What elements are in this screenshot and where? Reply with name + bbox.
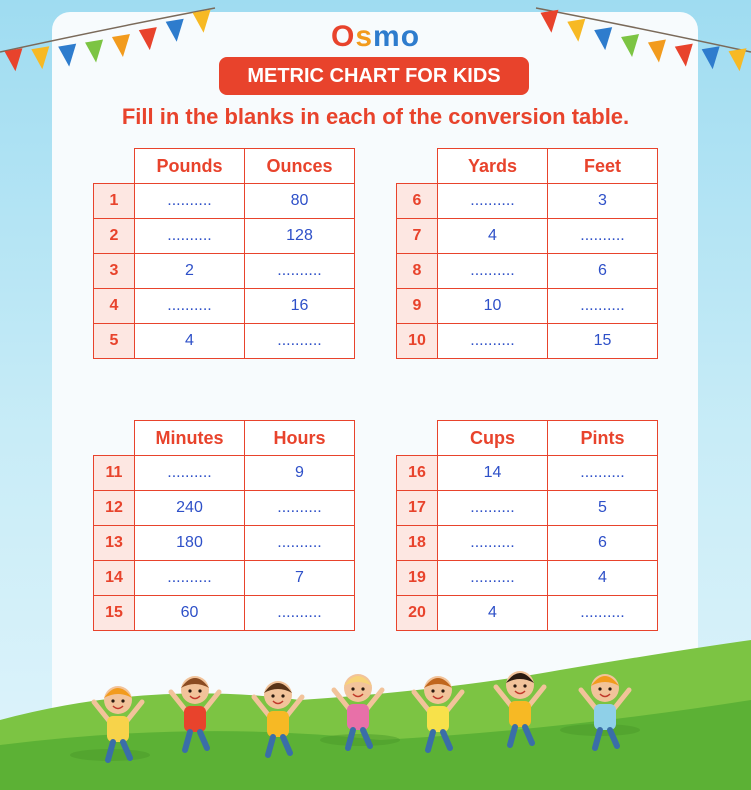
cell-value: 128	[245, 219, 355, 254]
row-number: 11	[94, 456, 135, 491]
table-row	[397, 254, 658, 289]
cell-value: ..........	[438, 561, 548, 596]
table-row	[397, 526, 658, 561]
cell-value: 6	[548, 254, 658, 289]
table-row	[94, 289, 355, 324]
conversion-table-yards-feet	[396, 148, 658, 359]
cell-value: 4	[548, 561, 658, 596]
table-row	[94, 596, 355, 631]
cell-value: ..........	[135, 561, 245, 596]
cell-value: 180	[135, 526, 245, 561]
cell-value: ..........	[135, 456, 245, 491]
cell-value: 4	[438, 596, 548, 631]
row-number: 9	[397, 289, 438, 324]
cell-value: 6	[548, 526, 658, 561]
column-header: Yards	[438, 149, 548, 184]
row-number: 14	[94, 561, 135, 596]
row-number: 15	[94, 596, 135, 631]
row-number: 10	[397, 324, 438, 359]
table-row	[94, 184, 355, 219]
cell-value: 60	[135, 596, 245, 631]
cell-value: ..........	[135, 184, 245, 219]
logo-letter-s: s	[355, 20, 374, 53]
cell-value: ..........	[245, 324, 355, 359]
row-number: 16	[397, 456, 438, 491]
table-row	[94, 561, 355, 596]
column-header: Pounds	[135, 149, 245, 184]
cell-value: 2	[135, 254, 245, 289]
cell-value: 240	[135, 491, 245, 526]
cell-value: 10	[438, 289, 548, 324]
cell-value: ..........	[245, 526, 355, 561]
row-number: 13	[94, 526, 135, 561]
column-header: Ounces	[245, 149, 355, 184]
table-row	[397, 184, 658, 219]
cell-value: ..........	[438, 254, 548, 289]
osmo-logo	[0, 20, 751, 54]
cell-value: 7	[245, 561, 355, 596]
table-row	[94, 324, 355, 359]
cell-value: ..........	[548, 456, 658, 491]
cell-value: ..........	[548, 596, 658, 631]
table-row	[397, 219, 658, 254]
cell-value: ..........	[135, 289, 245, 324]
cell-value: ..........	[245, 596, 355, 631]
row-number: 17	[397, 491, 438, 526]
row-number: 8	[397, 254, 438, 289]
cell-value: 4	[438, 219, 548, 254]
cell-value: 14	[438, 456, 548, 491]
row-number: 4	[94, 289, 135, 324]
table-row	[94, 254, 355, 289]
table-row	[397, 324, 658, 359]
page-title-banner: METRIC CHART FOR KIDS	[219, 57, 529, 95]
column-header: Cups	[438, 421, 548, 456]
table-row	[397, 289, 658, 324]
table-row	[94, 456, 355, 491]
cell-value: 15	[548, 324, 658, 359]
table-row	[94, 219, 355, 254]
column-header: Minutes	[135, 421, 245, 456]
cell-value: 16	[245, 289, 355, 324]
cell-value: 4	[135, 324, 245, 359]
row-number: 2	[94, 219, 135, 254]
column-header: Hours	[245, 421, 355, 456]
cell-value: ..........	[438, 184, 548, 219]
cell-value: ..........	[548, 219, 658, 254]
row-number: 19	[397, 561, 438, 596]
row-number: 5	[94, 324, 135, 359]
table-row	[397, 561, 658, 596]
conversion-table-cups-pints	[396, 420, 658, 631]
conversion-table-pounds-ounces	[93, 148, 355, 359]
row-number: 6	[397, 184, 438, 219]
column-header: Pints	[548, 421, 658, 456]
cell-value: 3	[548, 184, 658, 219]
cell-value: ..........	[135, 219, 245, 254]
table-row	[397, 456, 658, 491]
cell-value: ..........	[548, 289, 658, 324]
column-header: Feet	[548, 149, 658, 184]
row-number: 3	[94, 254, 135, 289]
row-number: 12	[94, 491, 135, 526]
logo-letters-mo: mo	[373, 20, 421, 53]
row-number: 1	[94, 184, 135, 219]
row-number: 18	[397, 526, 438, 561]
cell-value: ..........	[245, 491, 355, 526]
cell-value: ..........	[438, 491, 548, 526]
cell-value: 9	[245, 456, 355, 491]
row-number: 20	[397, 596, 438, 631]
logo-letter-o: O	[330, 20, 356, 53]
table-row	[94, 491, 355, 526]
table-row	[397, 596, 658, 631]
table-corner	[397, 149, 438, 184]
table-corner	[397, 421, 438, 456]
table-row	[94, 526, 355, 561]
table-corner	[94, 149, 135, 184]
table-corner	[94, 421, 135, 456]
conversion-table-minutes-hours	[93, 420, 355, 631]
cell-value: ..........	[438, 526, 548, 561]
cell-value: ..........	[245, 254, 355, 289]
instructions-text: Fill in the blanks in each of the conversion table.	[121, 104, 630, 129]
table-row	[397, 491, 658, 526]
cell-value: 5	[548, 491, 658, 526]
row-number: 7	[397, 219, 438, 254]
cell-value: ..........	[438, 324, 548, 359]
cell-value: 80	[245, 184, 355, 219]
